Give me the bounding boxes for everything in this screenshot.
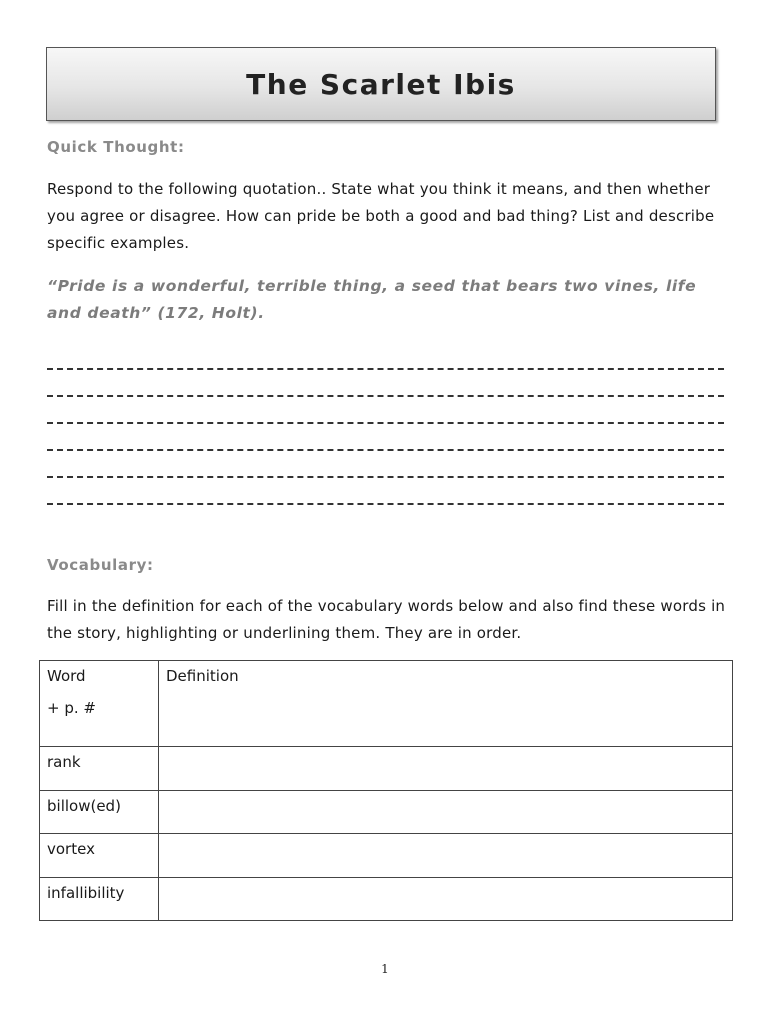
- vocabulary-heading: Vocabulary:: [47, 556, 154, 574]
- definition-cell[interactable]: [159, 747, 733, 791]
- quick-thought-heading: Quick Thought:: [47, 138, 185, 156]
- table-row: [40, 878, 733, 921]
- definition-cell[interactable]: [159, 834, 733, 878]
- header-word: Word: [47, 667, 86, 685]
- word-cell: billow(ed): [40, 791, 159, 834]
- answer-line[interactable]: [47, 343, 724, 370]
- table-header-row: [40, 661, 733, 747]
- answer-line[interactable]: [47, 397, 724, 424]
- quick-thought-prompt: [47, 176, 727, 257]
- prompt-body: State what you think it means, and then whether you agree or disagree. How can pride be both a good and bad thing? List and describe specific examples.: [47, 180, 715, 252]
- header-page-number: + p. #: [47, 699, 96, 717]
- header-word-cell: [40, 661, 159, 747]
- answer-line[interactable]: [47, 478, 724, 505]
- page-title: The Scarlet Ibis: [246, 67, 516, 101]
- prompt-intro: Respond to the following quotation..: [47, 180, 332, 198]
- table-row: [40, 834, 733, 878]
- word-cell: vortex: [40, 834, 159, 878]
- word-cell: infallibility: [40, 878, 159, 921]
- word-cell: rank: [40, 747, 159, 791]
- vocabulary-table: [39, 660, 733, 921]
- title-banner: [46, 47, 716, 121]
- definition-cell[interactable]: [159, 791, 733, 834]
- header-definition-cell: [159, 661, 733, 747]
- answer-line[interactable]: [47, 370, 724, 397]
- table-row: [40, 791, 733, 834]
- answer-line[interactable]: [47, 451, 724, 478]
- definition-cell[interactable]: [159, 878, 733, 921]
- quotation: “Pride is a wonderful, terrible thing, a seed that bears two vines, life and death” (172, Holt).: [47, 277, 697, 322]
- answer-lines: [47, 343, 724, 505]
- page-number: 1: [381, 962, 389, 976]
- vocabulary-instructions: Fill in the definition for each of the vocabulary words below and also find these words in the story, highlighting or underlining them. They are in order.: [47, 597, 726, 642]
- header-definition: Definition: [166, 667, 239, 685]
- table-row: [40, 747, 733, 791]
- answer-line[interactable]: [47, 424, 724, 451]
